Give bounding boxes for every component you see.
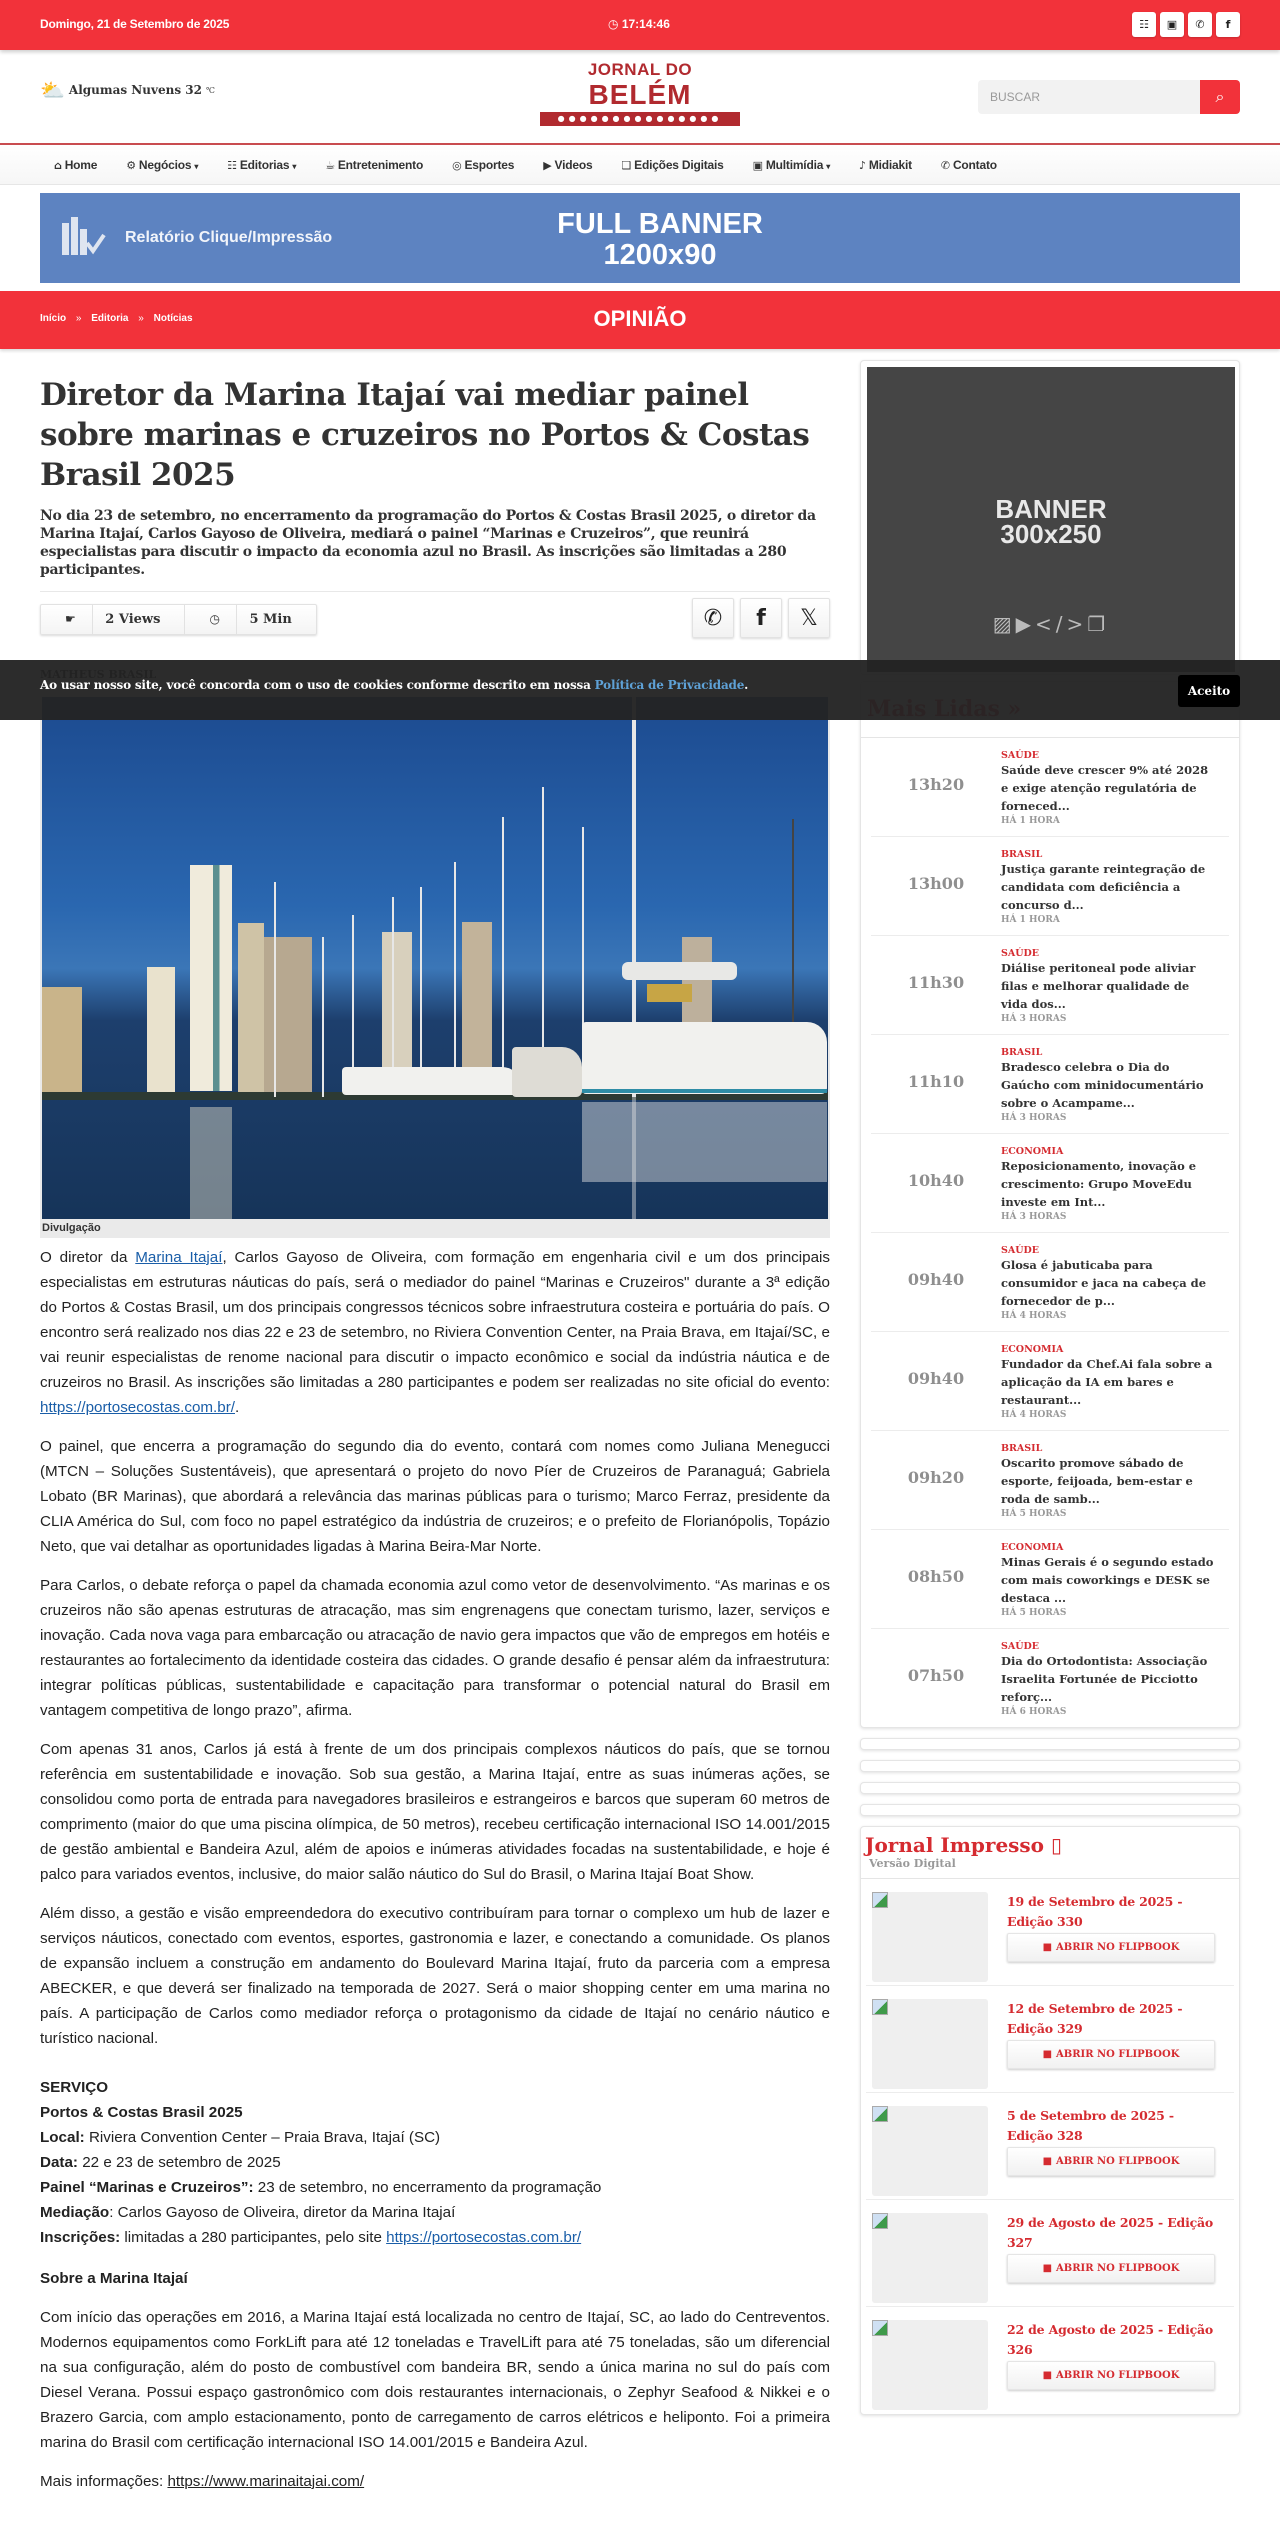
mobile-phone-icon: ▯ <box>1051 1833 1063 1857</box>
article-meta-row <box>40 592 830 658</box>
rss-icon[interactable]: ☷ <box>1132 12 1156 37</box>
impresso-title: Jornal Impresso ▯ <box>865 1833 1063 1857</box>
privacy-policy-link[interactable]: Política de Privacidade <box>594 678 745 692</box>
read-time: ◷ 5 Min <box>184 605 315 634</box>
list-item[interactable]: 09h40 SAÚDE Glosa é jabuticaba para consumidor e jaca na cabeça de fornecedor de p... HÁ 4 HORAS <box>871 1233 1229 1332</box>
edition-title[interactable]: 29 de Agosto de 2025 - Edição 327 <box>1007 2215 1214 2250</box>
bell-icon: ♪ <box>859 159 866 172</box>
ball-icon: ◎ <box>452 159 462 172</box>
clock-icon: ◷ <box>608 17 619 31</box>
about-heading: Sobre a Marina Itajaí <box>40 2270 188 2287</box>
nav-item-home[interactable]: ⌂ Home <box>54 158 98 172</box>
file-icon: ❑ <box>621 159 632 172</box>
open-flipbook-button[interactable]: ■ ABRIR NO FLIPBOOK <box>1007 2254 1215 2283</box>
nav-item-editorias[interactable]: ☷ Editorias ▾ <box>227 158 297 172</box>
instagram-icon[interactable]: ▣ <box>1160 12 1184 37</box>
edition-item <box>866 2093 1234 2200</box>
paragraph: O painel, que encerra a programação do segundo dia do evento, contará com nomes como Juliana Menegucci (MTCN – Soluções Sustentáveis), que apresentará o projeto do novo Píer de Cruzeiros de Paranaguá; Gabriela Lobato (BR Marinas), que abordará a relevância das marinas públicas para o turismo; Marco Ferraz, presidente da CLIA América do Sul, com foco no papel estratégico da indústria de cruzeiros; e o prefeito de Florianópolis, Topázio Neto, que vai detalhar as oportunidades ligadas à Marina Beira-Mar Norte. <box>40 1438 830 1555</box>
open-flipbook-button[interactable]: ■ ABRIR NO FLIPBOOK <box>1007 1933 1215 1962</box>
service-local: Local: Riviera Convention Center – Praia Brava, Itajaí (SC) <box>40 2129 441 2146</box>
paragraph: O diretor da Marina Itajaí, Carlos Gayoso de Oliveira, com formação em engenharia civil e um dos principais especialistas em estruturas náuticas do país, será o mediador do painel “Marinas e Cruzeiros" durante a 3ª edição do Portos & Costas Brasil, um dos principais congressos técnicos sobre infraestrutura costeira e portuária do país. O encontro será realizado nos dias 22 e 23 de setembro, no Riviera Convention Center, na Praia Brava, em Itajaí/SC, e vai reunir especialistas de renome nacional para discutir o impacto econômico e social da indústria náutica e de cruzeiros no Brasil. As inscrições são limitadas a 280 participantes e podem ser realizadas no site oficial do evento: https://portosecostas.com.br/. <box>40 1249 830 1416</box>
article-body <box>40 1245 830 2508</box>
edition-item <box>866 2200 1234 2307</box>
jornal-impresso-widget <box>860 1826 1240 2415</box>
cookie-message: Ao usar nosso site, você concorda com o uso de cookies conforme descrito em nossa Política de Privacidade. <box>40 678 749 692</box>
edition-cover-image[interactable] <box>872 1999 988 2089</box>
file-icon: ■ <box>1042 1942 1053 1953</box>
list-item[interactable]: 09h20 BRASIL Oscarito promove sábado de esporte, feijoada, bem-estar e roda de samb... HÁ 5 HORAS <box>871 1431 1229 1530</box>
empty-widget <box>860 1804 1240 1816</box>
bar-chart-icon <box>60 215 108 257</box>
service-painel: Painel “Marinas e Cruzeiros”: 23 de setembro, no encerramento da programação <box>40 2179 602 2196</box>
chevron-down-icon: ▾ <box>826 162 831 171</box>
nav-item-negocios[interactable]: ⚙ Negócios ▾ <box>126 158 199 172</box>
nav-item-midiakit[interactable]: ♪ Midiakit <box>859 158 912 172</box>
open-flipbook-button[interactable]: ■ ABRIR NO FLIPBOOK <box>1007 2361 1215 2390</box>
marina-photo <box>42 697 828 1219</box>
paragraph: Com início das operações em 2016, a Marina Itajaí está localizada no centro de Itajaí, SC, ao lado do Centreventos. Modernos equipamentos como ForkLift para até 12 toneladas e TravelLift para até 75 toneladas, são um diferencial na sua configuração, além do posto de combustível com bandeira BR, sendo a única marina no sul do país com Diesel Verana. Possui espaço gastronômico com dois restaurantes internacionais, o Zephyr Seafood & Nikkei e o Brazero Garcia, com amplo estacionamento, ponto de carregamento de carros elétricos e heliponto. Foi a primeira marina do Brasil com certificação internacional ISO 14.001/2015 e Bandeira Azul. <box>40 2309 830 2451</box>
facebook-icon[interactable]: f <box>1216 12 1240 37</box>
main-nav <box>0 143 1280 185</box>
paragraph: Além disso, a gestão e visão empreendedora do executivo contribuíram para tornar o complexo um hub de lazer e serviços náuticos, conectado com eventos, esportes, gastronomia e lazer, e conectando a comunidade. Os planos de expansão incluem a construção em andamento do Boulevard Marina Itajaí, fruto da parceria com a empresa ABECKER, e que deverá ser finalizado na temporada de 2027. Será o maior shopping center em uma marina no país. A participação de Carlos como mediador reforça o protagonismo da cidade de Itajaí no cenário náutico e turístico nacional. <box>40 1905 830 2047</box>
list-item[interactable]: 11h30 SAÚDE Diálise peritoneal pode aliviar filas e melhorar qualidade de vida dos... HÁ 3 HORAS <box>871 936 1229 1035</box>
service-event: Portos & Costas Brasil 2025 <box>40 2104 243 2121</box>
search-icon: ⌕ <box>1215 87 1225 106</box>
logo-dots: ●●●●●●●●●●●●●●● <box>540 112 740 126</box>
clock-icon: ◷ <box>209 612 220 626</box>
edition-item <box>866 1879 1234 1986</box>
breadcrumb-editoria[interactable]: Editoria <box>91 313 129 324</box>
article-title: Diretor da Marina Itajaí vai mediar painel sobre marinas e cruzeiros no Portos & Costas Brasil 2025 <box>40 377 810 493</box>
service-inscricoes: Inscrições: limitadas a 280 participantes, pelo site https://portosecostas.com.br/ <box>40 2229 582 2246</box>
section-header <box>0 291 1280 349</box>
banner-title: FULL BANNER 1200x90 <box>557 208 763 271</box>
edition-cover-image[interactable] <box>872 2106 988 2196</box>
accept-cookies-button[interactable]: Aceito <box>1178 675 1240 707</box>
x-share-icon[interactable]: 𝕏 <box>788 598 830 638</box>
list-item[interactable]: 08h50 ECONOMIA Minas Gerais é o segundo estado com mais coworkings e DESK se destaca ... HÁ 5 HORAS <box>871 1530 1229 1629</box>
current-time: ◷ 17:14:46 <box>608 17 670 31</box>
play-icon: ▶ <box>543 159 552 172</box>
facebook-share-icon[interactable]: f <box>740 598 782 638</box>
mais-lidas-widget <box>860 681 1240 1728</box>
list-item[interactable]: 13h00 BRASIL Justiça garante reintegração de candidata com deficiência a concurso d... HÁ 1 HORA <box>871 837 1229 936</box>
service-mediacao: Mediação: Carlos Gayoso de Oliveira, diretor da Marina Itajaí <box>40 2204 456 2221</box>
ad-title: BANNER 300x250 <box>995 494 1107 549</box>
nav-item-multimidia[interactable]: ▣ Multimídia ▾ <box>752 158 831 172</box>
service-data: Data: 22 e 23 de setembro de 2025 <box>40 2154 281 2171</box>
partly-cloudy-icon: ⛅ <box>40 78 65 102</box>
empty-widget <box>860 1760 1240 1772</box>
share-buttons <box>692 598 830 638</box>
file-icon: ■ <box>1042 2263 1053 2274</box>
logo-line2: BELÉM <box>588 79 692 110</box>
nav-item-videos[interactable]: ▶ Videos <box>543 158 593 172</box>
nav-item-edicoes-digitais[interactable]: ❑ Edições Digitais <box>621 158 724 172</box>
current-date: Domingo, 21 de Setembro de 2025 <box>40 17 230 31</box>
list-item[interactable]: 10h40 ECONOMIA Reposicionamento, inovação e crescimento: Grupo MoveEdu investe em Int... HÁ 3 HORAS <box>871 1134 1229 1233</box>
more-info: Mais informações: https://www.marinaitajai.com/ <box>40 2473 365 2490</box>
cookie-banner <box>0 660 1280 720</box>
nav-item-esportes[interactable]: ◎ Esportes <box>452 158 515 172</box>
marina-itajai-link[interactable]: Marina Itajaí <box>135 1249 223 1266</box>
thumbs-up-icon: ☛ <box>65 612 76 626</box>
edition-title[interactable]: 22 de Agosto de 2025 - Edição 326 <box>1007 2322 1214 2357</box>
home-icon: ⌂ <box>54 159 62 172</box>
breadcrumb-noticias[interactable]: Notícias <box>153 313 193 324</box>
open-flipbook-button[interactable]: ■ ABRIR NO FLIPBOOK <box>1007 2040 1215 2069</box>
portosecostas-link[interactable]: https://portosecostas.com.br/ <box>40 1399 235 1416</box>
list-item[interactable]: 07h50 SAÚDE Dia do Ortodontista: Associação Israelita Fortunée de Picciotto reforç... HÁ 6 HORAS <box>907 1641 1208 1717</box>
paragraph: Para Carlos, o debate reforça o papel da chamada economia azul como vetor de desenvolvimento. “As marinas e os cruzeiros não são apenas estruturas de atracação, mas sim engrenagens que conectam turismo, lazer, serviços e inovação. Cada nova vaga para embarcação ou atracação de navio gera impactos que vão de empregos em hotéis e restaurantes ao fortalecimento da identidade costeira das cidades. O grande desafio é pensar além da infraestrutura: integrar políticas públicas, sustentabilidade e capacitação para transformar o potencial natural do Brasil em vantagem competitiva de longo prazo”, afirma. <box>40 1577 830 1719</box>
camera-icon: ▣ <box>752 159 763 172</box>
breadcrumb-separator: » <box>138 313 144 324</box>
edition-title[interactable]: 12 de Setembro de 2025 - Edição 329 <box>1007 2001 1183 2036</box>
section-title: OPINIÃO <box>593 306 687 331</box>
paragraph: Com apenas 31 anos, Carlos já está à frente de um dos principais complexos náuticos do país, que se tornou referência em sustentabilidade e inovação. Sob sua gestão, a Marina Itajaí, entre as suas inúmeras ações, se consolidou como porta de entrada para navegadores brasileiros e estrangeiros e barcos que superam 60 metros de comprimento (maior do que uma piscina olímpica, de 50 metros), recebeu certificação internacional ISO 14.001/2015 de gestão ambiental e Bandeira Azul, além de apoios e inúmeras atividades focadas na sustentabilidade, e hoje é palco para variados eventos, inclusive, do maior salão náutico do Sul do Brasil, o Marina Itajaí Boat Show. <box>40 1741 830 1883</box>
full-banner-ad[interactable] <box>40 193 1240 283</box>
edition-cover-image[interactable] <box>872 2320 988 2410</box>
breadcrumb-separator: » <box>75 313 82 324</box>
service-heading: SERVIÇO <box>40 2079 109 2096</box>
nav-item-contato[interactable]: ✆ Contato <box>940 158 997 172</box>
weather-widget <box>40 78 215 102</box>
whatsapp-share-icon[interactable]: ✆ <box>692 598 734 638</box>
impresso-subtitle: Versão Digital <box>869 1857 956 1870</box>
chevron-down-icon: ▾ <box>292 162 297 171</box>
logo-line1: JORNAL DO <box>587 60 693 79</box>
edition-title[interactable]: 19 de Setembro de 2025 - Edição 330 <box>1007 1894 1183 1929</box>
nav-item-entretenimento[interactable]: ☕ Entretenimento <box>325 158 424 172</box>
empty-widget <box>860 1738 1240 1750</box>
whatsapp-icon[interactable]: ✆ <box>1188 12 1212 37</box>
edition-item <box>866 2307 1234 2414</box>
article-meta <box>40 604 317 635</box>
marinaitajai-link[interactable]: https://www.marinaitajai.com/ <box>167 2473 365 2490</box>
rss-icon: ☷ <box>227 159 237 172</box>
chevron-down-icon: ▾ <box>194 162 199 171</box>
search-form <box>978 80 1240 114</box>
report-label: Relatório Clique/Impressão <box>125 229 333 246</box>
edition-cover-image[interactable] <box>872 1892 988 1982</box>
edition-cover-image[interactable] <box>872 2213 988 2303</box>
article-lead: No dia 23 de setembro, no encerramento da programação do Portos & Costas Brasil 2025, o diretor da Marina Itajaí, Carlos Gayoso de Oliveira, mediará o painel “Marinas e Cruzeiros”, que reunirá especialistas para discutir o impacto da economia azul no Brasil. As inscrições são limitadas a 280 participantes. <box>40 508 816 578</box>
list-item[interactable]: 13h20 SAÚDE Saúde deve crescer 9% até 2028 e exige atenção regulatória de forneced... HÁ 1 HORA <box>871 738 1229 837</box>
site-logo[interactable] <box>540 60 740 134</box>
article-header <box>40 375 830 681</box>
file-icon: ■ <box>1042 2370 1053 2381</box>
open-flipbook-button[interactable]: ■ ABRIR NO FLIPBOOK <box>1007 2147 1215 2176</box>
edition-title[interactable]: 5 de Setembro de 2025 - Edição 328 <box>1007 2108 1174 2143</box>
top-bar <box>0 0 1280 50</box>
social-links <box>1132 12 1240 37</box>
edition-item <box>866 1986 1234 2093</box>
breadcrumb-inicio[interactable]: Início <box>40 313 67 324</box>
coffee-icon: ☕ <box>325 159 335 172</box>
views-count: ☛ 2 Views <box>41 605 184 634</box>
gear-icon: ⚙ <box>126 159 136 172</box>
photo-caption: Divulgação <box>42 1222 101 1234</box>
banner-300x250-ad[interactable] <box>860 360 1240 675</box>
file-icon: ■ <box>1042 2049 1053 2060</box>
phone-icon: ✆ <box>940 159 950 172</box>
list-item[interactable]: 09h40 ECONOMIA Fundador da Chef.Ai fala sobre a aplicação da IA em bares e restaurant... HÁ 4 HORAS <box>871 1332 1229 1431</box>
file-icon: ■ <box>1042 2156 1053 2167</box>
inscricoes-link[interactable]: https://portosecostas.com.br/ <box>386 2229 582 2246</box>
search-button[interactable] <box>1200 80 1240 114</box>
media-type-icons: ▨▶</>❐ <box>992 612 1110 636</box>
weather-text: Algumas Nuvens 32 <box>68 83 202 97</box>
search-input[interactable] <box>978 80 1200 114</box>
weather-unit: ℃ <box>205 85 215 95</box>
empty-widget <box>860 1782 1240 1794</box>
list-item[interactable]: 11h10 BRASIL Bradesco celebra o Dia do Gaúcho com minidocumentário sobre o Acampame... HÁ 3 HORAS <box>871 1035 1229 1134</box>
service-box <box>40 2075 830 2250</box>
article-figure <box>40 695 830 1238</box>
